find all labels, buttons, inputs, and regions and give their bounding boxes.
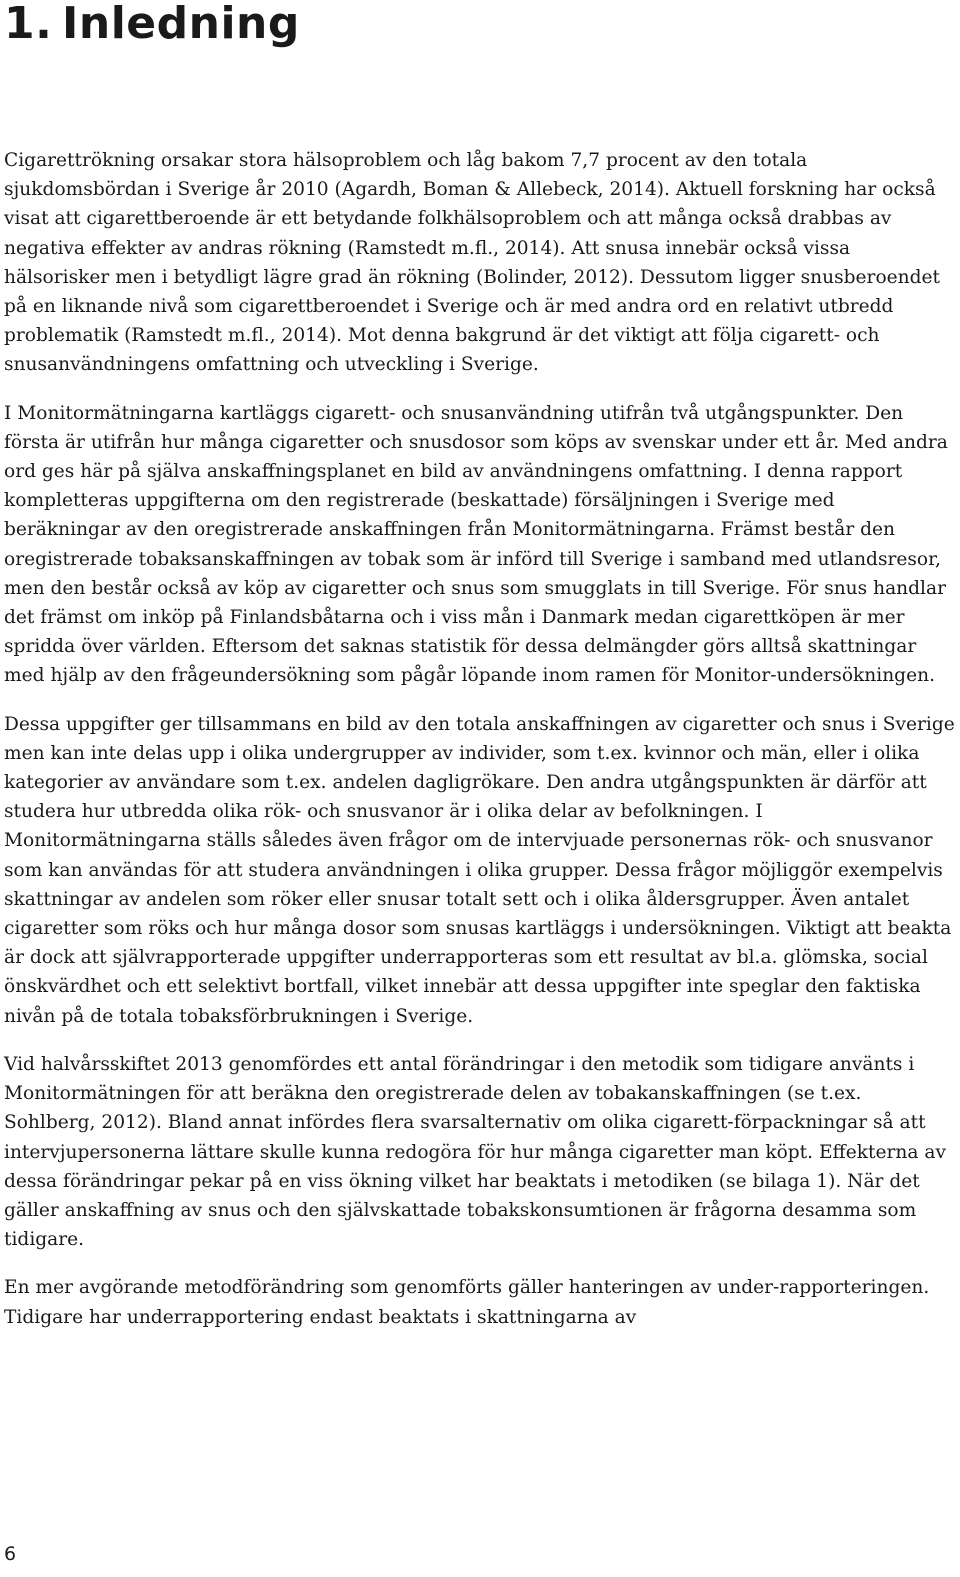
- paragraph-health-problems: Cigarettrökning orsakar stora hälsoproblem och låg bakom 7,7 procent av den totala sjukdomsbördan i Sverige år 2010 (Agardh, Boman & Allebeck, 2014). Aktuell forskning har också visat att cigarettberoende är ett betydande folkhälsoproblem och att många också drabbas av negativa effekter av andras rökning (Ramstedt m.fl., 2014). Att snusa innebär också vissa hälsorisker men i betydligt lägre grad än rökning (Bolinder, 2012). Dessutom ligger snusberoendet på en liknande nivå som cigarettberoendet i Sverige och är med andra ord en relativt utbredd problematik (Ramstedt m.fl., 2014). Mot denna bakgrund är det viktigt att följa cigarett- och snusanvändningens omfattning och utveckling i Sverige.: [4, 150, 940, 376]
- paragraph-monitor-measurements: I Monitormätningarna kartläggs cigarett- och snusanvändning utifrån två utgångspunkter. Den första är utifrån hur många cigaretter och snusdosor som köps av svenskar under ett år. Med andra ord ges här på själva anskaffningsplanet en bild av användningens omfattning. I denna rapport kompletteras uppgifterna om den registrerade (beskattade) försäljningen i Sverige med beräkningar av den oregistrerade anskaffningen från Monitormätningarna. Främst består den oregistrerade tobaksanskaffningen av tobak som är införd till Sverige i samband med utlandsresor, men den består också av köp av cigaretter och snus som smugglats in till Sverige. För snus handlar det främst om inköp på Finlandsbåtarna och i viss mån i Danmark medan cigarettköpen är mer spridda över världen. Eftersom det saknas statistik för dessa delmängder görs alltså skattningar med hjälp av den frågeundersökning som pågår löpande inom ramen för Monitor-undersökningen.: [4, 402, 948, 687]
- page-number: 6: [4, 1543, 17, 1565]
- body-text: [4, 146, 956, 1351]
- section-title: Inledning: [62, 0, 300, 49]
- paragraph-subgroups: Dessa uppgifter ger tillsammans en bild av den totala anskaffningen av cigaretter och snus i Sverige men kan inte delas upp i olika undergrupper av individer, som t.ex. kvinnor och män, eller i olika kategorier av användare som t.ex. andelen dagligrökare. Den andra utgångspunkten är därför att studera hur utbredda olika rök- och snusvanor är i olika delar av befolkningen. I Monitormätningarna ställs således även frågor om de intervjuade personernas rök- och snusvanor som kan användas för att studera användningen i olika grupper. Dessa frågor möjliggör exempelvis skattningar av andelen som röker eller snusar totalt sett och i olika åldersgrupper. Även antalet cigaretter som röks och hur många dosor som snusas kartläggs i undersökningen. Viktigt att beakta är dock att självrapporterade uppgifter underrapporteras som ett resultat av bl.a. glömska, social önskvärdhet och ett selektivt bortfall, vilket innebär att dessa uppgifter inte speglar den faktiska nivån på de totala tobaksförbrukningen i Sverige.: [4, 713, 955, 1027]
- section-number: 1.: [4, 0, 53, 49]
- section-heading: [4, 0, 300, 50]
- paragraph-underreporting: En mer avgörande metodförändring som genomförts gäller hanteringen av under-rapporteringen. Tidigare har underrapportering endast beaktats i skattningarna av: [4, 1277, 930, 1328]
- paragraph-method-changes: Vid halvårsskiftet 2013 genomfördes ett antal förändringar i den metodik som tidigare använts i Monitormätningen för att beräkna den oregistrerade delen av tobakanskaffningen (se t.ex. Sohlberg, 2012). Bland annat infördes flera svarsalternativ om olika cigarett-förpackningar så att intervjupersonerna lättare skulle kunna redogöra för hur många cigaretter man köpt. Effekterna av dessa förändringar pekar på en viss ökning vilket har beaktats i metodiken (se bilaga 1). När det gäller anskaffning av snus och den självskattade tobakskonsumtionen är frågorna desamma som tidigare.: [4, 1053, 946, 1251]
